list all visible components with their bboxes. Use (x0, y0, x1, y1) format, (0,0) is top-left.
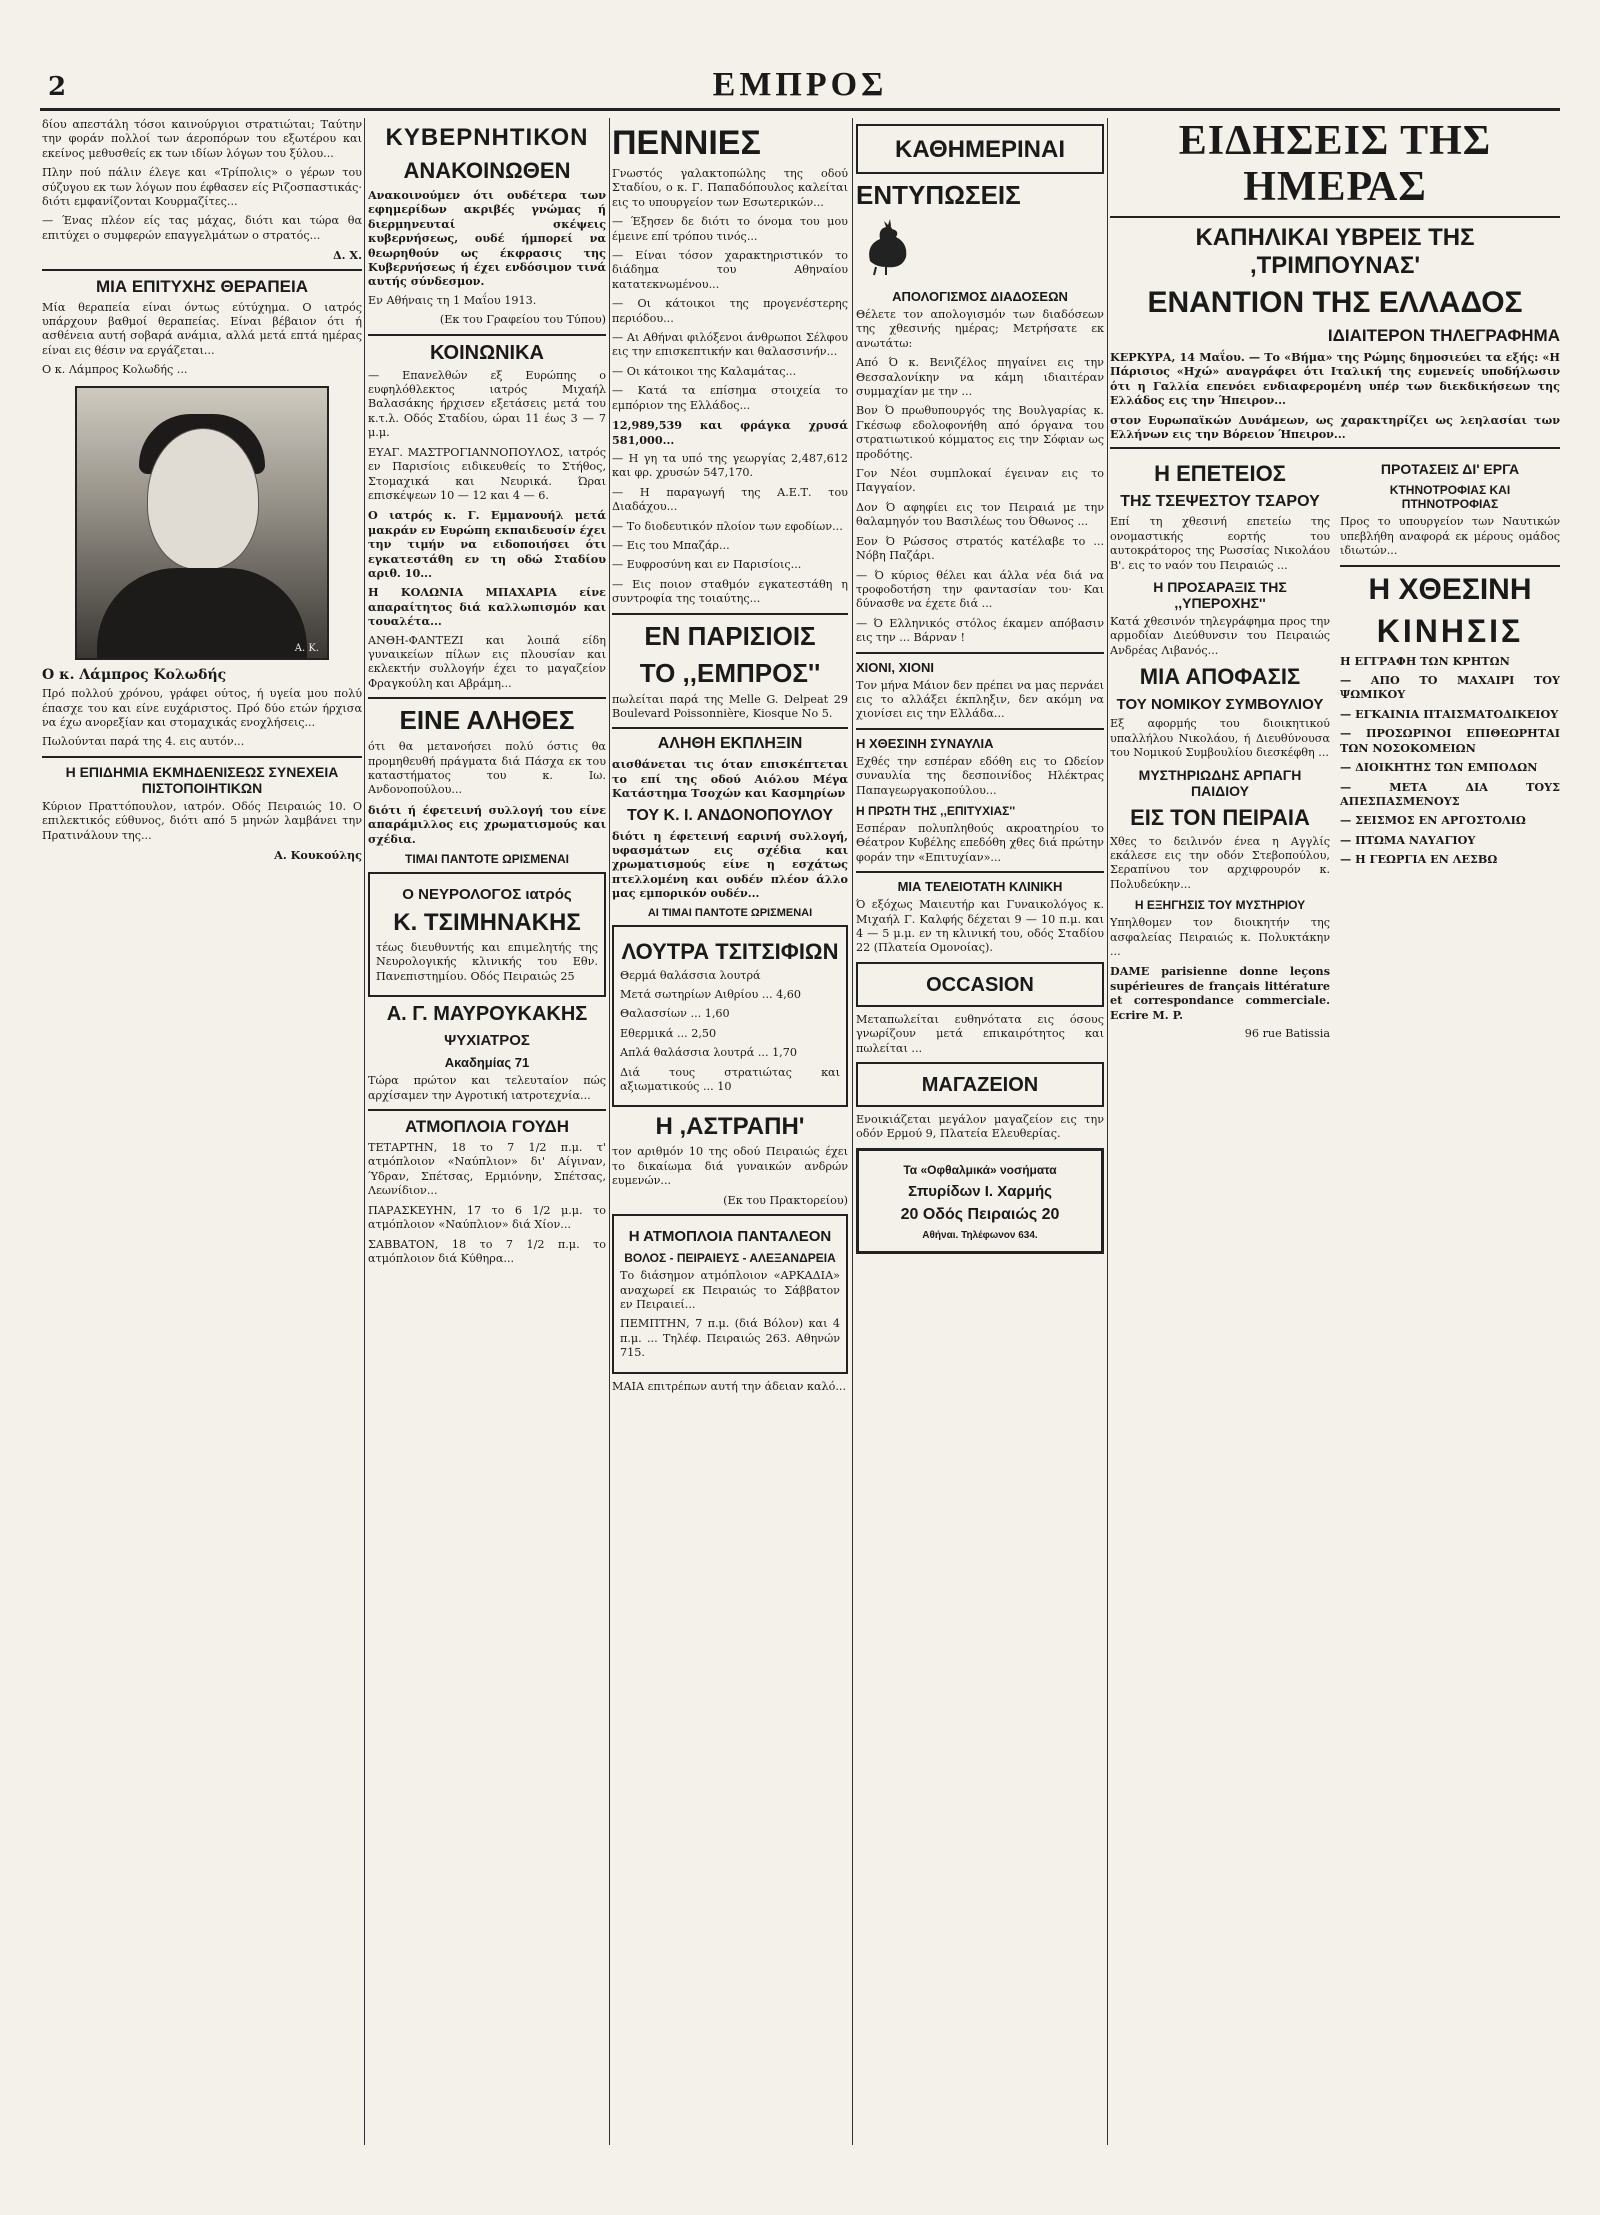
ad-row: Μετά σωτηρίων Αιθρίου ... 4,60 (620, 988, 802, 1002)
section-header-box (856, 124, 1104, 174)
headline: ΤΟ ,,ΕΜΠΡΟΣ'' (639, 657, 821, 688)
ad-address: 20 Οδός Πειραιώς 20 (900, 1205, 1060, 1223)
ad-text: τέως διευθυντής και επιμελητής της Νευρολογικής κλινικής του Εθν. Πανεπιστημίου. Οδός Πειραιώς 25 (376, 941, 598, 983)
headline: ΜΙΑ ΑΠΟΦΑΣΙΣ (1139, 664, 1301, 690)
article-text: — Η παραγωγή της Α.Ε.Τ. του Διαδάχου... (612, 485, 848, 514)
article-text: Δον Ό αφηφίει εις τον Πειραιά με την θαλαμηγόν του Βασιλέως του Όθωνος ... (856, 500, 1104, 529)
subhead: — Η ΓΕΩΡΓΙΑ ΕΝ ΛΕΣΒΩ (1340, 852, 1498, 867)
divider (856, 652, 1104, 654)
portrait-caption: Α. Κ. (294, 642, 319, 654)
ad-line: Ο ΝΕΥΡΟΛΟΓΟΣ ιατρός (402, 886, 572, 904)
subhead: — ΠΡΟΣΩΡΙΝΟΙ ΕΠΙΘΕΩΡΗΤΑΙ ΤΩΝ ΝΟΣΟΚΟΜΕΙΩΝ (1340, 726, 1560, 755)
article-text: ΣΑΒΒΑΤΟΝ, 18 το 7 1/2 π.μ. το ατμόπλοιον διά Κύθηρα... (368, 1237, 606, 1265)
headline: ΕΙΣ ΤΟΝ ΠΕΙΡΑΙΑ (1130, 804, 1310, 830)
source: (Εκ του Πρακτορείου) (723, 1193, 848, 1207)
ad-row: Εθερμικά ... 2,50 (620, 1026, 717, 1040)
ad-name: Κ. ΤΣΙΜΗΝΑΚΗΣ (393, 909, 581, 937)
article-text: Μεταπωλείται ευθηνότατα εις όσους γνωρίζουν μετά επικαιρότητος και πωλείται ... (856, 1012, 1104, 1055)
article-text: — Ό Ελληνικός στόλος έκαμεν απόβασιν εις την ... Βάρναν ! (856, 616, 1104, 645)
column-1 (42, 118, 362, 2145)
article-text: — Ό κύριος θέλει και άλλα νέα διά να τροφοδοτήση την φαντασίαν του· Και δύνασθε να έχετε διά ... (856, 568, 1104, 611)
ad-line: Τα «Οφθαλμικά» νοσήματα (903, 1162, 1057, 1177)
article-text: — Ένας πλέον είς τας μάχας, διότι και τώρα θα επιτύχει ο συμφερών επαγγελμάτων ο στρατός... (42, 214, 362, 242)
headline: Η ΕΞΗΓΗΣΙΣ ΤΟΥ ΜΥΣΤΗΡΙΟΥ (1134, 898, 1306, 913)
divider (856, 728, 1104, 730)
article-text: τον αριθμόν 10 της οδού Πειραιώς έχει το δικαίωμα διά γυναικών ανδρών ευμενών... (612, 1145, 848, 1188)
subhead: — ΑΠΟ ΤΟ ΜΑΧΑΙΡΙ ΤΟΥ ΨΩΜΙΚΟΥ (1340, 673, 1560, 702)
subhead: Ο κ. Λάμπρος Κολωδής (42, 666, 227, 683)
divider (856, 871, 1104, 873)
article-text: στον Ευρωπαϊκών Δυνάμεων, ως χαρακτηρίζει ως λεηλασίαι των Ελλήνων εις την Βόρειον Ήπειρον... (1110, 412, 1560, 442)
article-text: — Ευφροσύνη και εν Παρισίοις... (612, 558, 802, 572)
headline: ΠΡΟΤΑΣΕΙΣ ΔΙ' ΕΡΓΑ (1380, 461, 1520, 478)
article-text: Θέλετε τον απολογισμόν των διαδόσεων της χθεσινής ημέρας; Μετρήσατε εκ ανωτάτω: (856, 308, 1104, 350)
article-text: ότι θα μετανοήσει πολύ όστις θα προμηθευθή πράγματα διά Πάσχα εκ του καταστήματος του κ. Ιω. Ανδονοπούλου... (368, 740, 606, 797)
ad-line: ΨΥΧΙΑΤΡΟΣ (444, 1032, 530, 1050)
subhead: — ΕΓΚΑΙΝΙΑ ΠΤΑΙΣΜΑΤΟΔΙΚΕΙΟΥ (1340, 706, 1559, 721)
column-3 (612, 118, 848, 2145)
page-number: 2 (48, 72, 67, 102)
source: (Εκ του Γραφείου του Τύπου) (439, 313, 606, 327)
article-text: Πωλούνται παρά της 4. εις αυτόν... (42, 735, 245, 749)
sub-column (1110, 455, 1330, 1046)
article-text: Εσπέραν πολυπληθούς ακροατηρίου το Θέατρον Κυβέλης επεδόθη χθες διά πρώτην φοράν την «Επιτυχίαν»... (856, 821, 1104, 864)
article-text: Ενοικιάζεται μεγάλον μαγαζείον εις την οδόν Ερμού 9, Πλατεία Ελευθερίας. (856, 1113, 1104, 1141)
ad-name: Α. Γ. ΜΑΥΡΟΥΚΑΚΗΣ (386, 1003, 588, 1026)
column-2 (368, 118, 606, 2145)
ad-row: Διά τους στρατιώτας και αξιωματικούς ... 10 (620, 1065, 840, 1094)
headline: Η ΕΠΙΔΗΜΙΑ ΕΚΜΗΔΕΝΙΣΕΩΣ ΣΥΝΕΧΕΙΑ ΠΙΣΤΟΠΟΙΗΤΙΚΩΝ (65, 763, 339, 796)
ad-name: Η ΑΤΜΟΠΛΟΙΑ ΠΑΝΤΑΛΕΟΝ (628, 1228, 832, 1246)
divider (42, 756, 362, 758)
headline: ΤΟΥ ΝΟΜΙΚΟΥ ΣΥΜΒΟΥΛΙΟΥ (1116, 696, 1324, 714)
advertisement (368, 872, 606, 997)
headline: Η ΠΡΩΤΗ ΤΗΣ ,,ΕΠΙΤΥΧΙΑΣ'' (856, 803, 1016, 818)
divider (612, 727, 848, 729)
portrait-coat (97, 568, 307, 658)
column-rule (1107, 118, 1108, 2145)
divider (1110, 216, 1560, 218)
subhead: ΙΔΙΑΙΤΕΡΟΝ ΤΗΛΕΓΡΑΦΗΜΑ (1327, 326, 1560, 345)
article-text: διότι ή έφετεινή συλλογή του είνε απαράμιλλος εις χρωματισμούς και σχέδια. (368, 802, 606, 846)
headline: ΚΑΠΗΛΙΚΑΙ ΥΒΡΕΙΣ ΤΗΣ ,ΤΡΙΜΠΟΥΝΑΣ' (1195, 224, 1475, 279)
divider (1340, 565, 1560, 567)
column-rule (609, 118, 610, 2145)
article-text: Ο ιατρός κ. Γ. Εμμανουήλ μετά μακράν εν Ευρώπη εκπαιδευσίν έχει την τιμήν να ειδοποιήσει ότι εγκατεστάθη εν τη οδώ Σταδίου αριθ. 10... (368, 508, 606, 580)
article-text: — Εις ποιον σταθμόν εγκατεστάθη η συντροφία της τοιαύτης... (612, 577, 848, 606)
headline: Η ΠΡΟΣΑΡΑΞΙΣ ΤΗΣ ,,ΥΠΕΡΟΧΗΣ'' (1153, 579, 1287, 612)
ad-text: Το διάσημον ατμόπλοιον «ΑΡΚΑΔΙΑ» αναχωρεί εκ Πειραιώς το Σάββατον εν Πειραιεί... (620, 1269, 840, 1311)
article-text: Βον Ό πρωθυπουργός της Βουλγαρίας κ. Γκέσωφ εδολοφονήθη από όργανα του στρατιωτικού κόμματος εις την Σόφιαν ως προδότης. (856, 404, 1104, 461)
divider (368, 1109, 606, 1111)
article-text: Χθες το δειλινόν ένεα η Αγγλίς εκάλεσε εις την οδόν Στεβοπούλου, Σεραπίνου τον αρχιφρουρόν κ. Πολυδεύκην... (1110, 834, 1330, 891)
section-title: ΕΙΔΗΣΕΙΣ ΤΗΣ ΗΜΕΡΑΣ (1178, 118, 1492, 210)
article-text: ΚΕΡΚΥΡΑ, 14 Μαΐου. — Το «Βήμα» της Ρώμης δημοσιεύει τα εξής: «Η Πάρισιος «Ηχώ» αναγράφει ότι Ιταλική της ευμενείς υποδήλωσιν ότι η Γαλλία επενόει ενδιαφερομένη υπέρ των διεκδικήσεων της Ελλάδος εις την Ήπειρον... (1110, 350, 1560, 408)
article-text: Μία θεραπεία είναι όντως εύτύχημα. Ο ιατρός υπάρχουν βαθμοί θεραπείας. Είναι βέβαιον ότι ή ασθένεια αυτή σοβαρά ανάμια, αλλά μετά επτά ημέρας είναι εις θέσιν να εργάζεται... (42, 300, 362, 357)
divider (1110, 447, 1560, 449)
article-text: Υπηλθομεν τον διοικητήν της ασφαλείας Πειραιώς κ. Πολυκτάκην ... (1110, 916, 1330, 958)
article-text: διότι η έφετεινή εαρινή συλλογή, υφασμάτων εις σχέδια και χρωματισμούς είνε η εσχάτως πτελλομένη και ουδέν πλέον άλλο μας εμπορικόν ουδέν... (612, 828, 848, 901)
ad-name: ΛΟΥΤΡΑ ΤΣΙΤΣΙΦΙΩΝ (621, 938, 839, 964)
article-text: ΠΑΡΑΣΚΕΥΗΝ, 17 το 6 1/2 μ.μ. το ατμόπλοιον «Ναύπλιον» διά Χίον... (368, 1203, 606, 1232)
article-text: Πρό πολλού χρόνου, γράφει ούτος, ή υγεία μου πολύ έπασχε του και είνε ευχάριστος. Πρό δύο ετών ήρχισα να έχω ανορεξίαν και στομαχικάς ενοχλήσεις... (42, 687, 362, 729)
article-text: Κατά χθεσινόν τηλεγράφημα προς την αρμοδίαν Διεύθυνσιν του Πειραιώς Ανδρέας Λιβανός... (1110, 615, 1330, 657)
column-5 (1110, 118, 1560, 2145)
article-text: Επί τη χθεσινή επετείω της ονομαστικής εορτής του αυτοκράτορος της Ρωσσίας Νικολάου Β'. εις το ναόν του Πειραιώς ... (1110, 515, 1330, 572)
divider (368, 334, 606, 336)
column-4 (856, 118, 1104, 2145)
ad-line: Ακαδημίας 71 (444, 1055, 530, 1071)
advertisement (612, 1214, 848, 1373)
article-text: — Το διοδευτικόν πλοίον των εφοδίων... (612, 519, 843, 533)
headline: ΕΝ ΠΑΡΙΣΙΟΙΣ (644, 620, 816, 651)
article-signature: Α. Κουκούλης (274, 847, 362, 862)
article-text: Εχθές την εσπέραν εδόθη εις το Ωδείον συναυλία της δεσποινίδος Ηλέκτρας Παπαγεωργακοπούλου... (856, 754, 1104, 797)
article-text: — Εις του Μπαζάρ... (612, 538, 730, 552)
article-text: 12,989,539 και φράγκα χρυσά 581,000... (612, 418, 848, 447)
article-text: — Οι κάτοικοι της προγενέστερης περιόδου... (612, 297, 848, 325)
headline: ΚΑΘΗΜΕΡΙΝΑΙ (894, 136, 1066, 163)
ad-row: Θερμά θαλάσσια λουτρά (620, 968, 761, 982)
headline: ΜΙΑ ΕΠΙΤΥΧΗΣ ΘΕΡΑΠΕΙΑ (95, 276, 309, 296)
section-header-box (856, 962, 1104, 1007)
article-text: Η ΚΟΛΩΝΙΑ ΜΠΑΧΑΡΙΑ είνε απαραίτητος διά καλλωπισμόν και τουαλέτα... (368, 585, 606, 629)
headline: Η ΧΘΕΣΙΝΗ ΣΥΝΑΥΛΙΑ (856, 735, 994, 751)
headline: ΧΙΟΝΙ, ΧΙΟΝΙ (856, 659, 935, 675)
headline: Η ,ΑΣΤΡΑΠΗ' (655, 1113, 805, 1141)
article-text: Εον Ό Ρώσσος στρατός κατέλαβε το ... Νόβη Παζάρι. (856, 534, 1104, 563)
article-text: Γον Νέοι συμπλοκαί έγειναν εις το Παγγαίον. (856, 467, 1104, 495)
section-header-box (856, 1062, 1104, 1107)
article-signature: Δ. Χ. (332, 248, 362, 263)
divider (42, 269, 362, 271)
portrait-photo (75, 386, 329, 660)
masthead (40, 62, 1560, 111)
article-text: — Είναι τόσον χαρακτηριστικόν το διάδημα του Αθηναίου κατατεκνωμένου... (612, 249, 848, 291)
subhead: ΤΙΜΑΙ ΠΑΝΤΟΤΕ ΩΡΙΣΜΕΝΑΙ (405, 852, 569, 867)
headline: ΕΝΑΝΤΙΟΝ ΤΗΣ ΕΛΛΑΔΟΣ (1147, 286, 1523, 319)
article-text: — Επανελθών εξ Ευρώπης ο ευφηλόθλεκτος ιατρός Μιχαήλ Βαλασάκης ήρχισεν εξετάσεις μετά του κ.τ.λ. Οδός Σταδίου, ώραι 11 έως 3 — 7 μ.μ. (368, 368, 606, 440)
subhead: — ΜΕΤΑ ΔΙΑ ΤΟΥΣ ΑΠΕΣΠΑΣΜΕΝΟΥΣ (1340, 779, 1560, 808)
headline: ΚΥΒΕΡΝΗΤΙΚΟΝ (385, 124, 589, 151)
article-text: Κύριον Πραττόπουλον, ιατρόν. Οδός Πειραιώς 10. Ο επιλεκτικός εύθυνος, διότι από 5 μηνών λαμβάνει την Πρατινάλουν της... (42, 799, 362, 842)
headline: ΑΛΗΘΗ ΕΚΠΛΗΞΙΝ (657, 735, 803, 753)
article-text: Γνωστός γαλακτοπώλης της οδού Σταδίου, ο κ. Γ. Παπαδόπουλος καλείται εις το υπουργείον των Εσωτερικών... (612, 167, 848, 209)
headline: ΤΟΥ Κ. Ι. ΑΝΔΟΝΟΠΟΥΛΟΥ (626, 806, 834, 824)
headline: ΚΤΗΝΟΤΡΟΦΙΑΣ ΚΑΙ ΠΤΗΝΟΤΡΟΦΙΑΣ (1389, 483, 1511, 512)
article-text: Από Ό κ. Βενιζέλος πηγαίνει εις την Θεσσαλονίκην να κάμη ιδιαιτέραν συμμαχίαν με την ... (856, 356, 1104, 399)
ad-name: Σπυρίδων Ι. Χαρμής (908, 1182, 1052, 1200)
headline: ΜΥΣΤΗΡΙΩΔΗΣ ΑΡΠΑΓΗ ΠΑΙΔΙΟΥ (1138, 766, 1302, 799)
article-text: Εξ αφορμής του διοικητικού υπαλλήλου Νικολάου, ή Διευθύνουσα του Νομικού Συμβουλίου διεσκέφθη ... (1110, 717, 1330, 760)
headline: Η ΧΘΕΣΙΝΗ (1368, 572, 1532, 606)
article-text: ΤΕΤΑΡΤΗΝ, 18 το 7 1/2 π.μ. τ' ατμόπλοιον «Ναύπλιον» δι' Αίγιναν, Ύδραν, Σπέτσας, Ερμιόνην, Σπέτσας, Λεωνίδιον... (368, 1141, 606, 1198)
ad-row: Θαλασσίων ... 1,60 (620, 1007, 730, 1021)
article-text: ΕΥΑΓ. ΜΑΣΤΡΟΓΙΑΝΝΟΠΟΥΛΟΣ, ιατρός εν Παρισίοις ειδικευθείς το Στήθος, Στομαχικά και Νευρικά. Ώραι επισκέψεων 10 — 12 και 4 — 6. (368, 445, 606, 502)
advertisement (612, 925, 848, 1108)
rooster-icon (856, 217, 916, 277)
article-text: — Αι Αθήναι φιλόξενοι άνθρωποι Σέλφου εις την επισκεπτικήν και θαλασσινήν... (612, 331, 848, 359)
article-text: Τώρα πρώτον και τελευταίον πώς αρχίσαμεν την Αγροτική ιατροτεχνία... (368, 1074, 606, 1102)
headline: ΑΠΟΛΟΓΙΣΜΟΣ ΔΙΑΔΟΣΕΩΝ (892, 289, 1068, 304)
advertisement-text: DAME parisienne donne leçons supérieures de français littérature et correspondance commerciale. Ecrire M. P. (1110, 964, 1330, 1022)
headline: ΠΕΝΝΙΕΣ (612, 124, 761, 162)
dateline: Εν Αθήναις τη 1 Μαΐου 1913. (368, 293, 537, 307)
headline: ΑΤΜΟΠΛΟΙΑ ΓΟΥΔΗ (405, 1117, 569, 1137)
two-column-block (1110, 455, 1560, 1046)
article-text: — Οι κάτοικοι της Καλαμάτας... (612, 364, 797, 378)
ad-text: ΠΕΜΠΤΗΝ, 7 π.μ. (διά Βόλον) και 4 π.μ. ... Τηλέφ. Πειραιώς 263. Αθηνών 715. (620, 1317, 840, 1360)
headline: OCCASION (926, 973, 1034, 996)
subhead: — ΔΙΟΙΚΗΤΗΣ ΤΩΝ ΕΜΠΟΔΩΝ (1340, 760, 1538, 775)
subhead: — ΠΤΩΜΑ ΝΑΥΑΓΙΟΥ (1340, 832, 1476, 847)
newspaper-title: ΕΜΠΡΟΣ (712, 66, 888, 103)
ad-row: Απλά θαλάσσια λουτρά ... 1,70 (620, 1046, 797, 1060)
headline: ΚΙΝΗΣΙΣ (1376, 612, 1524, 649)
column-rule (852, 118, 853, 2145)
headline: ΤΗΣ ΤΣΕΨΕΣΤΟΥ ΤΣΑΡΟΥ (1120, 493, 1320, 511)
headline: ΕΝΤΥΠΩΣΕΙΣ (856, 180, 1021, 210)
article-text: δίου απεστάλη τόσοι καινούργιοι στρατιώται; Ταύτην την φοράν πολλοί των άεροπόρων του εξωτέρου και εκείνος μεθυσθείς εκ των ιδίων λόγων του ξύλου... (42, 118, 362, 160)
divider (368, 697, 606, 699)
subhead: — ΣΕΙΣΜΟΣ ΕΝ ΑΡΓΟΣΤΟΛΙΩ (1340, 813, 1526, 828)
article-text: ΜΑΙΑ επιτρέπων αυτή την άδειαν καλό... (612, 1379, 846, 1393)
divider (612, 613, 848, 615)
headline: Η ΕΠΕΤΕΙΟΣ (1154, 461, 1286, 487)
ad-line: ΒΟΛΟΣ - ΠΕΙΡΑΙΕΥΣ - ΑΛΕΞΑΝΔΡΕΙΑ (624, 1251, 836, 1266)
headline: ΚΟΙΝΩΝΙΚΑ (429, 341, 544, 364)
ad-line: Αθήναι. Τηλέφωνον 634. (922, 1229, 1038, 1241)
headline: ΑΝΑΚΟΙΝΩΘΕΝ (403, 158, 571, 183)
headline: ΜΙΑ ΤΕΛΕΙΟΤΑΤΗ ΚΛΙΝΙΚΗ (897, 879, 1063, 895)
article-text: Τον μήνα Μάιον δεν πρέπει να μας περνάει εις το αλλάξει έκπληξιν, δεν ακόμη να χιονίσει εις την Ελλάδα... (856, 678, 1104, 721)
article-text: Ανακοινούμεν ότι ουδέτερα των εφημερίδων ακριβές γνώμας ή διερμηνευταί σκέψεις κυβερνήσεως, ουδέ ήμπορεί να θεωρηθούν ως έκφρασις της Κυβερνήσεως ή έχει ενδόσιμον τινά αυτής σύνδεσμον. (368, 188, 606, 289)
sub-column (1340, 455, 1560, 1046)
article-text: ΑΝΘΗ-ΦΑΝΤΕΖΙ και λοιπά είδη γυναικείων πίλων εις πλουσίαν και εκλεκτήν συλλογήν έχει το μαγαζείον Φραγκούλη και Αβράμη... (368, 633, 606, 690)
headline: ΕΙΝΕ ΑΛΗΘΕΣ (399, 705, 575, 736)
article-text: — Κατά τα επίσημα στοιχεία το εμπόριον της Ελλάδος... (612, 384, 848, 412)
headline: ΜΑΓΑΖΕΙΟΝ (921, 1074, 1039, 1097)
advertisement (856, 1148, 1104, 1254)
portrait-face (147, 428, 259, 570)
subhead: ΑΙ ΤΙΜΑΙ ΠΑΝΤΟΤΕ ΩΡΙΣΜΕΝΑΙ (647, 906, 813, 919)
subhead: Η ΕΓΓΡΑΦΗ ΤΩΝ ΚΡΗΤΩΝ (1340, 653, 1510, 668)
column-rule (364, 118, 365, 2145)
article-text: — Έξησεν δε διότι το όνομα του μου έμεινε επί τρόπου τινός... (612, 215, 848, 243)
article-text: Ο κ. Λάμπρος Κολωδής ... (42, 363, 188, 377)
article-text: Ό εξόχως Μαιευτήρ και Γυναικολόγος κ. Μιχαήλ Γ. Καλφής δέχεται 9 — 10 π.μ. και 4 — 5 μ.μ. εν τη κλινική του, οδός Σταδίου 22 (Πλατεία Ομονοίας). (856, 898, 1104, 955)
article-text: αισθάνεται τις όταν επισκέπτεται το επί της οδού Αιόλου Μέγα Κατάστημα Τσοχών και Κασμηρίων (612, 757, 848, 801)
article-text: Προς το υπουργείον των Ναυτικών υπεβλήθη αναφορά εκ μέρους ομάδος ιδιωτών... (1340, 515, 1560, 558)
article-text: Πλην πού πάλιν έλεγε και «Τρίπολις» ο γέρων του σύζυγου εκ των λόγων που έφθασεν είς Ριζοσπαστικάς· διότι εμφανίζονται Κουρμαζίτες... (42, 166, 362, 209)
article-text: πωλείται παρά της Melle G. Delpeat 29 Boulevard Poissonnière, Kiosque No 5. (612, 692, 848, 720)
advertisement-text: 96 rue Batissia (1244, 1026, 1330, 1040)
article-text: — Η γη τα υπό της γεωργίας 2,487,612 και φρ. χρυσών 547,170. (612, 451, 848, 480)
